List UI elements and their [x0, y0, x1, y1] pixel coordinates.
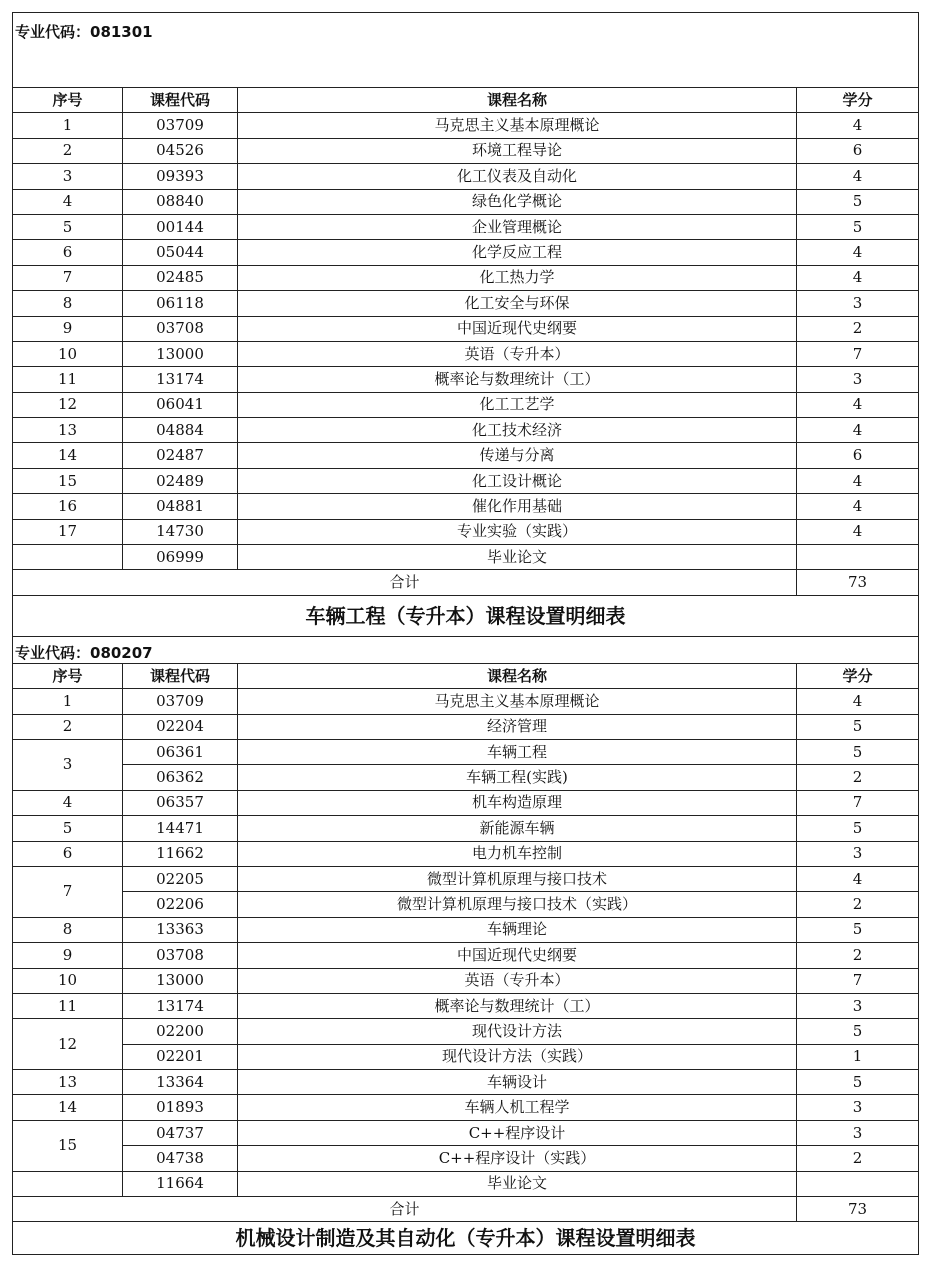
row-course-code: 03708 [123, 316, 238, 341]
total-row [13, 570, 919, 595]
row-seq: 3 [13, 164, 123, 189]
row-course-name: 马克思主义基本原理概论 [238, 689, 797, 714]
row-credit: 3 [797, 1095, 919, 1120]
table-row [13, 316, 919, 341]
table-row [13, 519, 919, 544]
row-course-name: 概率论与数理统计（工） [238, 367, 797, 392]
row-course-name: 专业实验（实践） [238, 519, 797, 544]
major-code-label: 专业代码：080207 [13, 636, 919, 663]
header-credit: 学分 [797, 88, 919, 113]
row-course-name: 机车构造原理 [238, 790, 797, 815]
row-course-name: 化工热力学 [238, 265, 797, 290]
row-course-code: 02200 [123, 1019, 238, 1044]
row-seq: 9 [13, 943, 123, 968]
total-credit: 73 [797, 570, 919, 595]
row-course-code: 02206 [123, 892, 238, 917]
table-row [13, 138, 919, 163]
table-row [13, 1171, 919, 1196]
row-course-code: 04737 [123, 1120, 238, 1145]
row-seq: 3 [13, 739, 123, 790]
table-row [13, 164, 919, 189]
row-course-name: 环境工程导论 [238, 138, 797, 163]
row-seq [13, 1171, 123, 1196]
row-credit: 5 [797, 189, 919, 214]
row-course-name: 车辆工程 [238, 739, 797, 764]
course-table [12, 12, 919, 1255]
row-course-name: 化工技术经济 [238, 418, 797, 443]
row-course-name: 化工安全与环保 [238, 291, 797, 316]
row-credit: 4 [797, 240, 919, 265]
row-course-name: 化工设计概论 [238, 468, 797, 493]
row-course-code: 02487 [123, 443, 238, 468]
row-seq: 4 [13, 790, 123, 815]
row-course-code: 03709 [123, 689, 238, 714]
row-course-code: 05044 [123, 240, 238, 265]
row-course-name: 企业管理概论 [238, 214, 797, 239]
row-course-name: 经济管理 [238, 714, 797, 739]
row-course-code: 03708 [123, 943, 238, 968]
row-seq: 15 [13, 1120, 123, 1171]
row-course-name: 化工仪表及自动化 [238, 164, 797, 189]
row-seq: 13 [13, 418, 123, 443]
row-credit: 7 [797, 790, 919, 815]
row-credit [797, 1171, 919, 1196]
row-seq: 5 [13, 214, 123, 239]
table-row [13, 545, 919, 570]
row-credit: 5 [797, 816, 919, 841]
row-course-code: 09393 [123, 164, 238, 189]
row-credit: 2 [797, 1146, 919, 1171]
row-credit: 4 [797, 164, 919, 189]
table-row [13, 714, 919, 739]
row-course-name: 车辆设计 [238, 1070, 797, 1095]
table-row [13, 765, 919, 790]
row-course-name: C++程序设计（实践） [238, 1146, 797, 1171]
row-course-code: 08840 [123, 189, 238, 214]
row-credit: 3 [797, 367, 919, 392]
row-credit: 2 [797, 316, 919, 341]
header-credit: 学分 [797, 663, 919, 688]
row-seq: 6 [13, 240, 123, 265]
row-credit: 6 [797, 138, 919, 163]
table-row [13, 739, 919, 764]
row-course-code: 13000 [123, 968, 238, 993]
table-row [13, 866, 919, 891]
row-course-name: 微型计算机原理与接口技术（实践） [238, 892, 797, 917]
row-course-name: 概率论与数理统计（工） [238, 993, 797, 1018]
row-seq: 12 [13, 1019, 123, 1070]
row-course-code: 03709 [123, 113, 238, 138]
header-name: 课程名称 [238, 663, 797, 688]
row-course-name: 微型计算机原理与接口技术 [238, 866, 797, 891]
row-course-code: 04884 [123, 418, 238, 443]
course-sheet [12, 12, 918, 1255]
row-credit: 2 [797, 765, 919, 790]
row-credit: 3 [797, 841, 919, 866]
row-credit: 5 [797, 714, 919, 739]
row-course-code: 14471 [123, 816, 238, 841]
table-row [13, 291, 919, 316]
row-course-name: 车辆人机工程学 [238, 1095, 797, 1120]
row-course-name: 毕业论文 [238, 1171, 797, 1196]
row-credit: 4 [797, 392, 919, 417]
row-course-code: 02489 [123, 468, 238, 493]
row-credit: 4 [797, 418, 919, 443]
table-row [13, 443, 919, 468]
row-course-name: 毕业论文 [238, 545, 797, 570]
table-header [13, 88, 919, 113]
row-seq: 2 [13, 138, 123, 163]
row-course-name: 催化作用基础 [238, 494, 797, 519]
row-credit: 5 [797, 739, 919, 764]
row-course-code: 04738 [123, 1146, 238, 1171]
row-seq: 6 [13, 841, 123, 866]
table-row [13, 265, 919, 290]
row-seq: 10 [13, 968, 123, 993]
row-seq: 14 [13, 1095, 123, 1120]
row-seq: 5 [13, 816, 123, 841]
row-credit: 3 [797, 1120, 919, 1145]
table-row [13, 418, 919, 443]
row-course-code: 02205 [123, 866, 238, 891]
header-seq: 序号 [13, 663, 123, 688]
row-course-code: 06361 [123, 739, 238, 764]
row-course-code: 06041 [123, 392, 238, 417]
row-course-code: 00144 [123, 214, 238, 239]
row-course-code: 14730 [123, 519, 238, 544]
section-title: 车辆工程（专升本）课程设置明细表 [13, 595, 919, 636]
table-row [13, 1146, 919, 1171]
row-credit: 2 [797, 943, 919, 968]
row-credit: 3 [797, 291, 919, 316]
row-course-name: 车辆工程(实践) [238, 765, 797, 790]
table-row [13, 113, 919, 138]
row-seq: 14 [13, 443, 123, 468]
header-name: 课程名称 [238, 88, 797, 113]
row-course-code: 13363 [123, 917, 238, 942]
row-seq: 12 [13, 392, 123, 417]
row-credit: 3 [797, 993, 919, 1018]
row-seq: 1 [13, 689, 123, 714]
row-course-name: C++程序设计 [238, 1120, 797, 1145]
table-row [13, 367, 919, 392]
row-course-code: 13174 [123, 993, 238, 1018]
major-code-label: 专业代码：081301 [13, 13, 919, 88]
row-course-name: 传递与分离 [238, 443, 797, 468]
row-credit: 4 [797, 689, 919, 714]
row-seq: 13 [13, 1070, 123, 1095]
row-credit: 4 [797, 468, 919, 493]
table-row [13, 1120, 919, 1145]
table-row [13, 494, 919, 519]
header-seq: 序号 [13, 88, 123, 113]
row-seq: 11 [13, 367, 123, 392]
row-course-code: 02204 [123, 714, 238, 739]
row-seq: 4 [13, 189, 123, 214]
table-row [13, 1095, 919, 1120]
row-credit: 1 [797, 1044, 919, 1069]
row-course-name: 马克思主义基本原理概论 [238, 113, 797, 138]
row-credit: 4 [797, 866, 919, 891]
table-row [13, 240, 919, 265]
row-credit: 5 [797, 214, 919, 239]
table-row [13, 892, 919, 917]
row-seq: 11 [13, 993, 123, 1018]
row-credit: 5 [797, 917, 919, 942]
row-seq: 7 [13, 866, 123, 917]
row-course-code: 06999 [123, 545, 238, 570]
row-seq [13, 545, 123, 570]
row-credit: 6 [797, 443, 919, 468]
row-course-code: 06362 [123, 765, 238, 790]
row-course-name: 新能源车辆 [238, 816, 797, 841]
row-course-code: 11662 [123, 841, 238, 866]
row-credit: 4 [797, 494, 919, 519]
header-code: 课程代码 [123, 663, 238, 688]
row-course-code: 01893 [123, 1095, 238, 1120]
row-seq: 7 [13, 265, 123, 290]
row-seq: 8 [13, 291, 123, 316]
row-course-name: 英语（专升本） [238, 341, 797, 366]
table-row [13, 689, 919, 714]
row-course-name: 英语（专升本） [238, 968, 797, 993]
total-label: 合计 [13, 1197, 797, 1222]
row-seq: 8 [13, 917, 123, 942]
table-row [13, 841, 919, 866]
row-credit: 7 [797, 341, 919, 366]
row-course-name: 中国近现代史纲要 [238, 943, 797, 968]
header-code: 课程代码 [123, 88, 238, 113]
row-course-code: 02485 [123, 265, 238, 290]
row-course-code: 13000 [123, 341, 238, 366]
total-row [13, 1197, 919, 1222]
row-course-code: 13174 [123, 367, 238, 392]
row-course-name: 中国近现代史纲要 [238, 316, 797, 341]
table-row [13, 790, 919, 815]
section-title: 机械设计制造及其自动化（专升本）课程设置明细表 [13, 1222, 919, 1255]
row-course-code: 04881 [123, 494, 238, 519]
table-row [13, 816, 919, 841]
row-seq: 9 [13, 316, 123, 341]
row-course-name: 绿色化学概论 [238, 189, 797, 214]
row-credit: 7 [797, 968, 919, 993]
row-credit: 4 [797, 113, 919, 138]
total-credit: 73 [797, 1197, 919, 1222]
row-credit: 5 [797, 1019, 919, 1044]
table-row [13, 189, 919, 214]
row-credit [797, 545, 919, 570]
row-course-name: 车辆理论 [238, 917, 797, 942]
total-label: 合计 [13, 570, 797, 595]
table-row [13, 943, 919, 968]
table-row [13, 917, 919, 942]
row-credit: 4 [797, 519, 919, 544]
row-credit: 4 [797, 265, 919, 290]
table-row [13, 468, 919, 493]
table-row [13, 1019, 919, 1044]
row-course-name: 化学反应工程 [238, 240, 797, 265]
table-row [13, 214, 919, 239]
row-course-name: 化工工艺学 [238, 392, 797, 417]
row-course-code: 11664 [123, 1171, 238, 1196]
row-seq: 15 [13, 468, 123, 493]
row-seq: 1 [13, 113, 123, 138]
row-course-code: 13364 [123, 1070, 238, 1095]
row-course-code: 02201 [123, 1044, 238, 1069]
row-course-name: 现代设计方法（实践） [238, 1044, 797, 1069]
table-row [13, 1044, 919, 1069]
row-seq: 17 [13, 519, 123, 544]
table-row [13, 993, 919, 1018]
row-seq: 10 [13, 341, 123, 366]
row-course-code: 06357 [123, 790, 238, 815]
row-seq: 16 [13, 494, 123, 519]
row-credit: 2 [797, 892, 919, 917]
row-seq: 2 [13, 714, 123, 739]
row-course-code: 04526 [123, 138, 238, 163]
table-row [13, 341, 919, 366]
row-credit: 5 [797, 1070, 919, 1095]
row-course-code: 06118 [123, 291, 238, 316]
row-course-name: 电力机车控制 [238, 841, 797, 866]
row-course-name: 现代设计方法 [238, 1019, 797, 1044]
table-header [13, 663, 919, 688]
table-row [13, 1070, 919, 1095]
table-row [13, 392, 919, 417]
table-row [13, 968, 919, 993]
